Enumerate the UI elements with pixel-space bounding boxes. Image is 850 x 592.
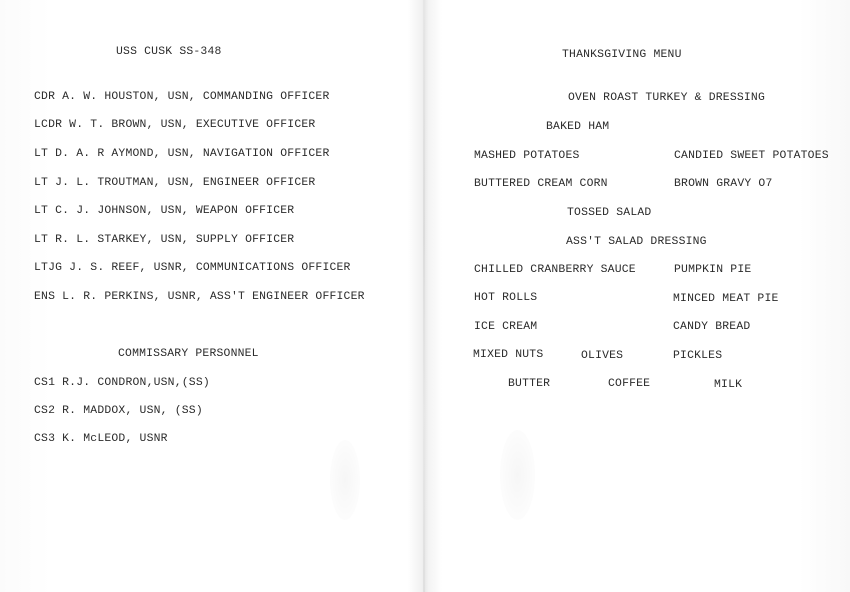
officer-line: LT C. J. JOHNSON, USN, WEAPON OFFICER — [34, 205, 295, 217]
officer-line: CDR A. W. HOUSTON, USN, COMMANDING OFFICER — [34, 91, 330, 103]
menu-item: ASS'T SALAD DRESSING — [566, 236, 707, 248]
ship-title: USS CUSK SS-348 — [116, 46, 222, 58]
menu-item: COFFEE — [608, 378, 651, 390]
officer-line: LTJG J. S. REEF, USNR, COMMUNICATIONS OFFICER — [34, 262, 351, 274]
menu-item: CANDY BREAD — [673, 321, 751, 333]
officer-line: ENS L. R. PERKINS, USNR, ASS'T ENGINEER OFFICER — [34, 291, 365, 303]
page-fold — [423, 0, 425, 592]
commissary-heading: COMMISSARY PERSONNEL — [118, 348, 259, 360]
menu-item: MILK — [714, 379, 743, 391]
menu-title: THANKSGIVING MENU — [562, 49, 682, 61]
menu-item: PUMPKIN PIE — [674, 264, 752, 276]
menu-item: CHILLED CRANBERRY SAUCE — [474, 264, 636, 276]
menu-item: MIXED NUTS — [473, 349, 544, 361]
menu-item: CANDIED SWEET POTATOES — [674, 150, 829, 162]
menu-item: OLIVES — [581, 350, 624, 362]
menu-item: TOSSED SALAD — [567, 207, 652, 219]
menu-item: BUTTER — [508, 378, 551, 390]
menu-item: BAKED HAM — [546, 121, 610, 133]
officer-line: LT R. L. STARKEY, USN, SUPPLY OFFICER — [34, 234, 295, 246]
menu-item: OVEN ROAST TURKEY & DRESSING — [568, 92, 765, 104]
paper-smudge — [500, 430, 535, 520]
menu-item: PICKLES — [673, 350, 723, 362]
commissary-line: CS3 K. McLEOD, USNR — [34, 433, 168, 445]
menu-item: BROWN GRAVY O7 — [674, 178, 773, 190]
menu-item: MASHED POTATOES — [474, 150, 580, 162]
officer-line: LT D. A. R AYMOND, USN, NAVIGATION OFFICER — [34, 148, 330, 160]
menu-item: ICE CREAM — [474, 321, 538, 333]
paper-smudge — [330, 440, 360, 520]
officer-line: LT J. L. TROUTMAN, USN, ENGINEER OFFICER — [34, 177, 316, 189]
menu-item: HOT ROLLS — [474, 292, 538, 304]
commissary-line: CS2 R. MADDOX, USN, (SS) — [34, 405, 203, 417]
commissary-line: CS1 R.J. CONDRON,USN,(SS) — [34, 377, 210, 389]
menu-item: MINCED MEAT PIE — [673, 293, 779, 305]
officer-line: LCDR W. T. BROWN, USN, EXECUTIVE OFFICER — [34, 119, 316, 131]
menu-item: BUTTERED CREAM CORN — [474, 178, 608, 190]
